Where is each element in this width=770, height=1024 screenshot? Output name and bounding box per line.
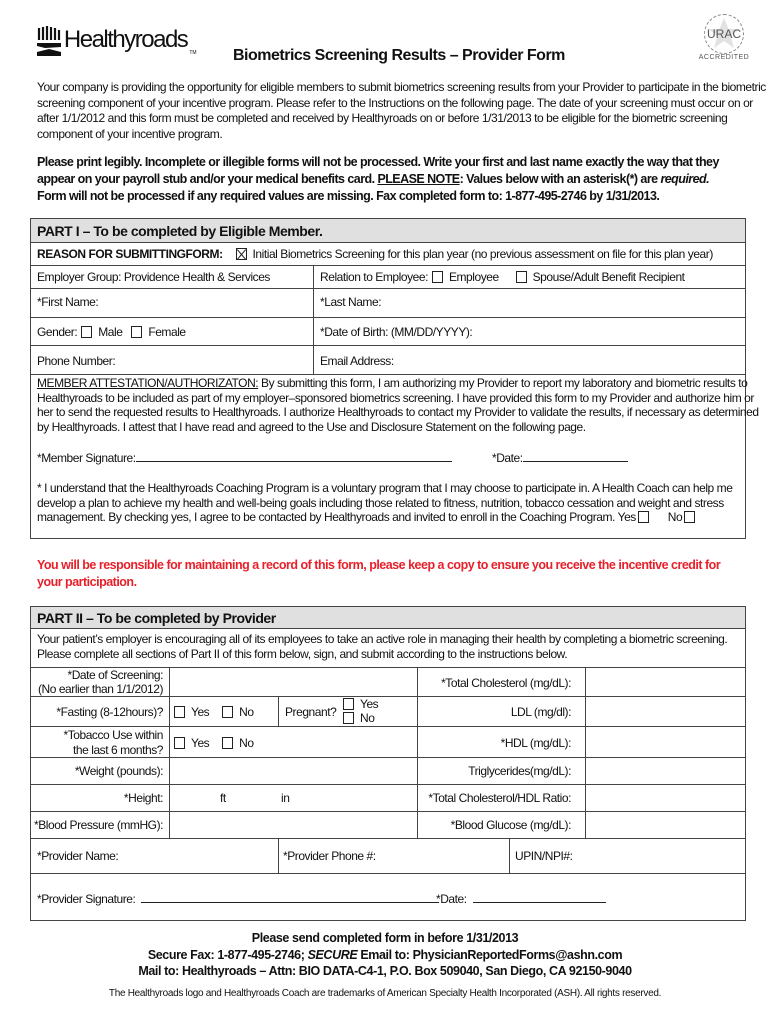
height-ft-unit: ft: [220, 791, 226, 805]
record-warning: You will be responsible for maintaining a record of this form, please keep a copy to ensure you receive the incentive credit for your participation.: [37, 558, 721, 589]
male-checkbox[interactable]: [81, 326, 92, 338]
coaching-consent: * I understand that the Healthyroads Coaching Program is a voluntary program that I may choose to participate in. A Health Coach can help me develop a plan to achieve my health and well-being goals including those related to fitness, nutrition, tobacco cessation and weight and stress management. By checking yes, I agree to be contacted by Healthyroads and invited to enroll in the Coaching Program. Yes No: [37, 481, 733, 525]
footer-instructions: Please send completed form in before 1/31/2013 Secure Fax: 1-877-495-2746; SECURE Email to: PhysicianReportedForms@ashn.com Mail to: Healthyroads – Attn: BIO DATA-C4-1, P.O. Box 509040, San Diego, CA 92150-9040: [138, 931, 632, 978]
email-link[interactable]: Email to: PhysicianReportedForms@ashn.com: [357, 947, 623, 962]
urac-badge: URAC ACCREDITED: [690, 14, 758, 64]
part1-header: PART I – To be completed by Eligible Member.: [31, 219, 745, 243]
height-label: *Height:: [123, 791, 163, 805]
triglycerides-label: Triglycerides(mg/dL):: [468, 764, 571, 778]
provider-name-field[interactable]: *Provider Name:: [37, 849, 119, 863]
weight-label: *Weight (pounds):: [74, 764, 163, 778]
provider-date-field[interactable]: *Date:: [436, 892, 606, 906]
email-field[interactable]: Email Address:: [320, 354, 394, 368]
pregnant-options: Yes No: [339, 697, 378, 725]
upin-npi-field[interactable]: UPIN/NPI#:: [515, 849, 573, 863]
chol-hdl-ratio-label: *Total Cholesterol/HDL Ratio:: [428, 791, 571, 805]
last-name-field[interactable]: *Last Name:: [320, 295, 382, 309]
fasting-no-checkbox[interactable]: [222, 706, 233, 718]
provider-phone-field[interactable]: *Provider Phone #:: [283, 849, 376, 863]
employee-checkbox[interactable]: [432, 271, 443, 283]
fasting-label: *Fasting (8-12hours)?: [56, 705, 163, 719]
female-checkbox[interactable]: [131, 326, 142, 338]
pregnant-yes-checkbox[interactable]: [343, 698, 354, 710]
coaching-yes-checkbox[interactable]: [638, 511, 649, 523]
hdl-label: *HDL (mg/dL):: [500, 736, 571, 750]
attestation-text: MEMBER ATTESTATION/AUTHORIZATON: By submitting this form, I am authorizing my Provider to report my laboratory and biometric results to Healthyroads to be included as part of my employer–sponsored biometrics screening. I have provided this form to my Provider and authorize him or her to send the requested results to Healthyroads. I authorize Healthyroads to contact my Provider to validate the results, if necessary as determined by Healthyroads. I attest that I have read and agreed to the Use and Disclosure Statement on the following page.: [37, 376, 759, 435]
date-of-screening-label: *Date of Screening: (No earlier than 1/1/2012): [37, 668, 163, 696]
first-name-field[interactable]: *First Name:: [37, 295, 99, 309]
dob-field[interactable]: *Date of Birth: (MM/DD/YYYY):: [320, 325, 473, 339]
provider-signature-field[interactable]: *Provider Signature:: [37, 892, 439, 906]
part2-header: PART II – To be completed by Provider: [31, 607, 745, 629]
date-of-screening-input[interactable]: [171, 669, 415, 695]
pregnant-no-checkbox[interactable]: [343, 712, 354, 724]
coaching-no-checkbox[interactable]: [684, 511, 695, 523]
gender-field: Gender: Male Female: [37, 325, 186, 339]
fasting-options: Yes No: [170, 705, 254, 719]
trademark-notice: The Healthyroads logo and Healthyroads Coach are trademarks of American Specialty Health Incorporated (ASH). All rights reserved.: [108, 988, 662, 999]
relation-field: Relation to Employee: Employee Spouse/Adult Benefit Recipient: [320, 270, 685, 284]
employer-group: Employer Group: Providence Health & Services: [37, 270, 270, 284]
blood-glucose-label: *Blood Glucose (mg/dL):: [450, 818, 571, 832]
blood-pressure-label: *Blood Pressure (mmHG):: [33, 818, 163, 832]
reason-row: REASON FOR SUBMITTINGFORM: Initial Biometrics Screening for this plan year (no previous assessment on file for this plan year): [37, 247, 713, 261]
reason-checkbox-checked[interactable]: [236, 248, 247, 260]
tobacco-options: Yes No: [170, 736, 254, 750]
notice-paragraph: Please print legibly. Incomplete or illegible forms will not be processed. Write your first and last name exactly the way that they appear on your payroll stub and/or your medical benefits card. PLEASE NOTE: Values below with an asterisk(*) are required. Form will not be processed if any required values are missing. Fax completed form to: 1-877-495-2746 by 1/31/2013.: [37, 155, 719, 203]
healthyroads-logo: Healthyroads TM: [37, 24, 197, 60]
member-date-field[interactable]: *Date:: [492, 451, 628, 465]
fasting-yes-checkbox[interactable]: [174, 706, 185, 718]
member-signature-field[interactable]: *Member Signature:: [37, 451, 452, 465]
total-cholesterol-label: *Total Cholesterol (mg/dL):: [441, 676, 571, 690]
tobacco-no-checkbox[interactable]: [222, 737, 233, 749]
part2-intro: Your patient’s employer is encouraging all of its employees to take an active role in managing their health by completing a biometric screening. Please complete all sections of Part II of this form below, sign, and submit according to the instructions below.: [37, 632, 728, 661]
pregnant-label: Pregnant?: [285, 705, 337, 719]
intro-paragraph: Your company is providing the opportunity for eligible members to submit biometrics screening results from your Provider to participate in the biometric screening component of your incentive program. Please refer to the Instructions on the following page. The date of your screening must occur on or after 1/1/2012 and this form must be completed and received by Healthyroads on or before 1/31/2013 to be eligible for the biometric screening component of your incentive program.: [37, 80, 766, 141]
height-in-unit: in: [281, 791, 290, 805]
page-title: Biometrics Screening Results – Provider Form: [233, 47, 565, 64]
tobacco-label: *Tobacco Use within the last 6 months?: [63, 728, 163, 757]
sunburst-road-icon: [37, 24, 61, 56]
spouse-checkbox[interactable]: [516, 271, 527, 283]
phone-field[interactable]: Phone Number:: [37, 354, 116, 368]
tobacco-yes-checkbox[interactable]: [174, 737, 185, 749]
ldl-label: LDL (mg/dl):: [510, 705, 571, 719]
